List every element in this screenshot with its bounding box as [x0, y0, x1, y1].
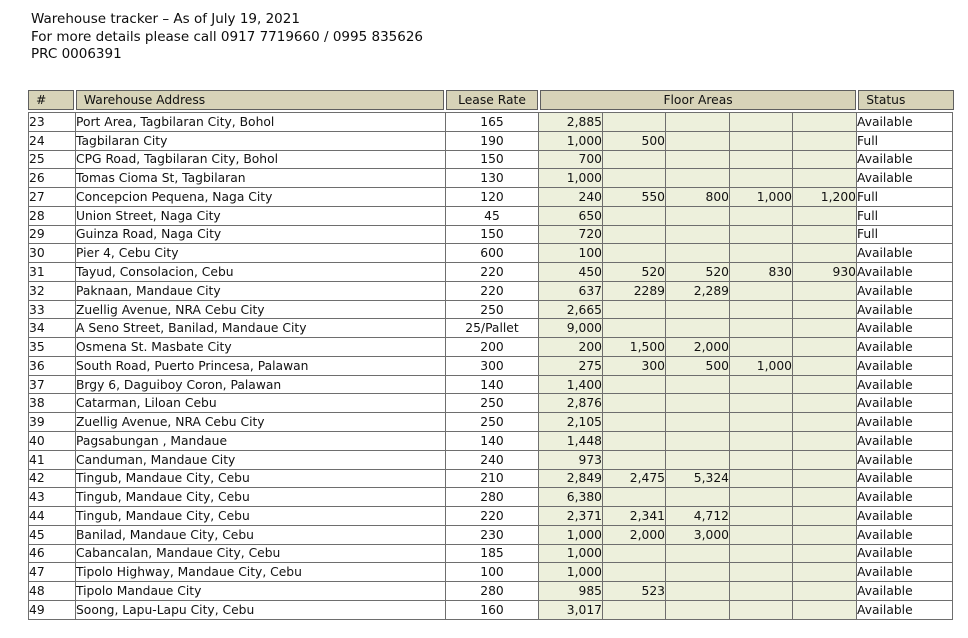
floor-area-cell [666, 169, 730, 188]
table-row [29, 525, 953, 544]
warehouse-address-cell: Catarman, Liloan Cebu [76, 394, 446, 413]
floor-area-cell: 2,000 [666, 338, 730, 357]
floor-area-cell [666, 244, 730, 263]
lease-rate-cell: 140 [446, 375, 539, 394]
warehouse-address-cell: Pier 4, Cebu City [76, 244, 446, 263]
floor-area-cell [730, 206, 793, 225]
floor-area-cell [793, 319, 857, 338]
table-row [29, 356, 953, 375]
table-row [29, 169, 953, 188]
status-cell: Available [857, 150, 953, 169]
floor-area-cell [603, 375, 666, 394]
floor-area-cell: 500 [666, 356, 730, 375]
table-row [29, 263, 953, 282]
floor-area-cell [603, 488, 666, 507]
warehouse-address-cell: A Seno Street, Banilad, Mandaue City [76, 319, 446, 338]
row-number-cell: 48 [29, 582, 76, 601]
floor-area-cell [603, 113, 666, 132]
document-header [31, 11, 423, 64]
row-number-cell: 41 [29, 450, 76, 469]
floor-area-cell [666, 131, 730, 150]
floor-area-cell [666, 488, 730, 507]
floor-area-cell [666, 563, 730, 582]
floor-area-cell: 2,885 [539, 113, 603, 132]
row-number-cell: 46 [29, 544, 76, 563]
floor-area-cell [603, 413, 666, 432]
row-number-cell: 29 [29, 225, 76, 244]
warehouse-address-cell: Soong, Lapu-Lapu City, Cebu [76, 600, 446, 619]
status-cell: Available [857, 394, 953, 413]
floor-area-cell: 2,105 [539, 413, 603, 432]
floor-area-cell [793, 488, 857, 507]
row-number-cell: 30 [29, 244, 76, 263]
floor-area-cell [730, 544, 793, 563]
floor-area-cell [730, 488, 793, 507]
status-cell: Available [857, 432, 953, 451]
floor-area-cell [603, 300, 666, 319]
floor-area-cell [666, 600, 730, 619]
table-row [29, 150, 953, 169]
floor-area-cell [603, 563, 666, 582]
row-number-cell: 25 [29, 150, 76, 169]
lease-rate-cell: 250 [446, 413, 539, 432]
warehouse-address-cell: Canduman, Mandaue City [76, 450, 446, 469]
contact-line: For more details please call 0917 7719660 / 0995 835626 [31, 28, 424, 45]
floor-area-cell: 550 [603, 188, 666, 207]
floor-area-cell [793, 394, 857, 413]
floor-area-cell [666, 113, 730, 132]
warehouse-address-cell: Tingub, Mandaue City, Cebu [76, 469, 446, 488]
status-cell: Available [857, 582, 953, 601]
floor-area-cell [793, 413, 857, 432]
floor-area-cell: 5,324 [666, 469, 730, 488]
floor-area-cell [730, 525, 793, 544]
row-number-cell: 31 [29, 263, 76, 282]
lease-rate-cell: 185 [446, 544, 539, 563]
warehouse-address-cell: CPG Road, Tagbilaran City, Bohol [76, 150, 446, 169]
floor-area-cell [603, 150, 666, 169]
warehouse-address-cell: Port Area, Tagbilaran City, Bohol [76, 113, 446, 132]
warehouse-address-cell: Pagsabungan , Mandaue [76, 432, 446, 451]
floor-area-cell [666, 450, 730, 469]
floor-area-cell [666, 150, 730, 169]
warehouse-address-cell: Cabancalan, Mandaue City, Cebu [76, 544, 446, 563]
lease-rate-cell: 130 [446, 169, 539, 188]
column-header-floor-areas: Floor Areas [540, 90, 856, 110]
floor-area-cell [666, 300, 730, 319]
floor-area-cell [666, 375, 730, 394]
floor-area-cell [793, 432, 857, 451]
row-number-cell: 35 [29, 338, 76, 357]
floor-area-cell [730, 150, 793, 169]
status-cell: Available [857, 600, 953, 619]
floor-area-cell [793, 300, 857, 319]
floor-area-cell: 985 [539, 582, 603, 601]
warehouse-address-cell: Union Street, Naga City [76, 206, 446, 225]
floor-area-cell: 1,200 [793, 188, 857, 207]
floor-area-cell: 700 [539, 150, 603, 169]
floor-area-cell: 973 [539, 450, 603, 469]
floor-area-cell [603, 206, 666, 225]
table-row [29, 563, 953, 582]
lease-rate-cell: 280 [446, 488, 539, 507]
floor-area-cell [793, 525, 857, 544]
floor-area-cell [603, 544, 666, 563]
column-header-status: Status [858, 90, 954, 110]
table-row [29, 600, 953, 619]
status-cell: Available [857, 507, 953, 526]
lease-rate-cell: 150 [446, 225, 539, 244]
warehouse-address-cell: Tagbilaran City [76, 131, 446, 150]
floor-area-cell: 300 [603, 356, 666, 375]
floor-area-cell: 2289 [603, 281, 666, 300]
status-cell: Available [857, 338, 953, 357]
lease-rate-cell: 120 [446, 188, 539, 207]
row-number-cell: 28 [29, 206, 76, 225]
table-row [29, 319, 953, 338]
document-title: Warehouse tracker – As of July 19, 2021 [31, 11, 300, 27]
warehouse-address-cell: Zuellig Avenue, NRA Cebu City [76, 300, 446, 319]
row-number-cell: 44 [29, 507, 76, 526]
floor-area-cell [793, 563, 857, 582]
warehouse-address-cell: Osmena St. Masbate City [76, 338, 446, 357]
floor-area-cell: 1,000 [539, 131, 603, 150]
floor-area-cell [666, 582, 730, 601]
status-cell: Available [857, 544, 953, 563]
lease-rate-cell: 100 [446, 563, 539, 582]
table-row [29, 225, 953, 244]
floor-area-cell: 200 [539, 338, 603, 357]
floor-area-cell [730, 507, 793, 526]
floor-area-cell: 523 [603, 582, 666, 601]
row-number-cell: 27 [29, 188, 76, 207]
floor-area-cell: 930 [793, 263, 857, 282]
floor-area-cell: 650 [539, 206, 603, 225]
row-number-cell: 49 [29, 600, 76, 619]
floor-area-cell: 3,000 [666, 525, 730, 544]
row-number-cell: 34 [29, 319, 76, 338]
floor-area-cell [730, 563, 793, 582]
status-cell: Available [857, 375, 953, 394]
status-cell: Available [857, 469, 953, 488]
warehouse-address-cell: Tipolo Highway, Mandaue City, Cebu [76, 563, 446, 582]
lease-rate-cell: 200 [446, 338, 539, 357]
floor-area-cell [666, 413, 730, 432]
floor-area-cell [730, 169, 793, 188]
floor-area-cell: 1,500 [603, 338, 666, 357]
floor-area-cell: 720 [539, 225, 603, 244]
floor-area-cell [666, 225, 730, 244]
warehouse-address-cell: Banilad, Mandaue City, Cebu [76, 525, 446, 544]
floor-area-cell: 4,712 [666, 507, 730, 526]
floor-area-cell [730, 450, 793, 469]
floor-area-cell: 520 [666, 263, 730, 282]
row-number-cell: 38 [29, 394, 76, 413]
row-number-cell: 37 [29, 375, 76, 394]
lease-rate-cell: 160 [446, 600, 539, 619]
row-number-cell: 36 [29, 356, 76, 375]
floor-area-cell: 2,371 [539, 507, 603, 526]
floor-area-cell: 2,341 [603, 507, 666, 526]
floor-area-cell [793, 450, 857, 469]
lease-rate-cell: 220 [446, 507, 539, 526]
floor-area-cell: 1,400 [539, 375, 603, 394]
floor-area-cell [666, 544, 730, 563]
prc-line: PRC 0006391 [31, 46, 122, 63]
table-row [29, 507, 953, 526]
warehouse-address-cell: Zuellig Avenue, NRA Cebu City [76, 413, 446, 432]
floor-area-cell: 240 [539, 188, 603, 207]
floor-area-cell [603, 450, 666, 469]
row-number-cell: 40 [29, 432, 76, 451]
floor-area-cell: 800 [666, 188, 730, 207]
floor-area-cell: 520 [603, 263, 666, 282]
table-body [28, 112, 953, 620]
floor-area-cell: 2,849 [539, 469, 603, 488]
status-cell: Available [857, 263, 953, 282]
lease-rate-cell: 210 [446, 469, 539, 488]
table-row [29, 469, 953, 488]
table-row [29, 582, 953, 601]
floor-area-cell: 450 [539, 263, 603, 282]
floor-area-cell [603, 600, 666, 619]
table-row [29, 244, 953, 263]
floor-area-cell [603, 394, 666, 413]
floor-area-cell [793, 281, 857, 300]
floor-area-cell: 3,017 [539, 600, 603, 619]
warehouse-address-cell: South Road, Puerto Princesa, Palawan [76, 356, 446, 375]
floor-area-cell [793, 375, 857, 394]
table-row [29, 394, 953, 413]
status-cell: Full [857, 188, 953, 207]
row-number-cell: 23 [29, 113, 76, 132]
warehouse-address-cell: Paknaan, Mandaue City [76, 281, 446, 300]
warehouse-table [28, 90, 954, 620]
floor-area-cell [793, 338, 857, 357]
lease-rate-cell: 240 [446, 450, 539, 469]
floor-area-cell: 2,876 [539, 394, 603, 413]
table-row [29, 488, 953, 507]
floor-area-cell [666, 432, 730, 451]
floor-area-cell: 2,665 [539, 300, 603, 319]
floor-area-cell [730, 375, 793, 394]
row-number-cell: 43 [29, 488, 76, 507]
lease-rate-cell: 300 [446, 356, 539, 375]
floor-area-cell: 2,289 [666, 281, 730, 300]
floor-area-cell [730, 244, 793, 263]
floor-area-cell [603, 432, 666, 451]
floor-area-cell [793, 582, 857, 601]
table-row [29, 338, 953, 357]
table-header-row [28, 90, 954, 110]
table-row [29, 413, 953, 432]
table-row [29, 206, 953, 225]
floor-area-cell: 1,000 [730, 188, 793, 207]
floor-area-cell [793, 169, 857, 188]
floor-area-cell [793, 113, 857, 132]
floor-area-cell: 1,000 [539, 169, 603, 188]
lease-rate-cell: 190 [446, 131, 539, 150]
row-number-cell: 26 [29, 169, 76, 188]
table-row [29, 544, 953, 563]
status-cell: Full [857, 131, 953, 150]
floor-area-cell: 6,380 [539, 488, 603, 507]
floor-area-cell [793, 131, 857, 150]
floor-area-cell [730, 600, 793, 619]
warehouse-address-cell: Guinza Road, Naga City [76, 225, 446, 244]
table-row [29, 375, 953, 394]
table-row [29, 450, 953, 469]
status-cell: Available [857, 300, 953, 319]
status-cell: Full [857, 225, 953, 244]
row-number-cell: 24 [29, 131, 76, 150]
lease-rate-cell: 250 [446, 394, 539, 413]
status-cell: Available [857, 113, 953, 132]
lease-rate-cell: 600 [446, 244, 539, 263]
floor-area-cell [730, 281, 793, 300]
floor-area-cell [793, 544, 857, 563]
floor-area-cell: 1,000 [730, 356, 793, 375]
floor-area-cell: 830 [730, 263, 793, 282]
row-number-cell: 32 [29, 281, 76, 300]
floor-area-cell [730, 131, 793, 150]
floor-area-cell [730, 394, 793, 413]
floor-area-cell [603, 225, 666, 244]
status-cell: Available [857, 244, 953, 263]
status-cell: Available [857, 319, 953, 338]
floor-area-cell: 500 [603, 131, 666, 150]
floor-area-cell [793, 206, 857, 225]
floor-area-cell: 275 [539, 356, 603, 375]
lease-rate-cell: 150 [446, 150, 539, 169]
status-cell: Available [857, 450, 953, 469]
row-number-cell: 47 [29, 563, 76, 582]
lease-rate-cell: 220 [446, 281, 539, 300]
floor-area-cell: 637 [539, 281, 603, 300]
warehouse-address-cell: Brgy 6, Daguiboy Coron, Palawan [76, 375, 446, 394]
status-cell: Available [857, 413, 953, 432]
status-cell: Available [857, 281, 953, 300]
floor-area-cell: 1,000 [539, 563, 603, 582]
row-number-cell: 33 [29, 300, 76, 319]
floor-area-cell: 9,000 [539, 319, 603, 338]
floor-area-cell [730, 225, 793, 244]
row-number-cell: 39 [29, 413, 76, 432]
table-row [29, 281, 953, 300]
floor-area-cell: 1,448 [539, 432, 603, 451]
floor-area-cell [793, 469, 857, 488]
floor-area-cell: 1,000 [539, 525, 603, 544]
row-number-cell: 42 [29, 469, 76, 488]
floor-area-cell [666, 206, 730, 225]
warehouse-address-cell: Tipolo Mandaue City [76, 582, 446, 601]
status-cell: Available [857, 488, 953, 507]
lease-rate-cell: 250 [446, 300, 539, 319]
row-number-cell: 45 [29, 525, 76, 544]
status-cell: Available [857, 563, 953, 582]
floor-area-cell: 100 [539, 244, 603, 263]
table-row [29, 300, 953, 319]
status-cell: Available [857, 525, 953, 544]
column-header-warehouse-address: Warehouse Address [76, 90, 444, 110]
floor-area-cell [730, 582, 793, 601]
warehouse-address-cell: Tayud, Consolacion, Cebu [76, 263, 446, 282]
floor-area-cell [793, 244, 857, 263]
warehouse-address-cell: Tomas Cioma St, Tagbilaran [76, 169, 446, 188]
lease-rate-cell: 140 [446, 432, 539, 451]
warehouse-address-cell: Concepcion Pequena, Naga City [76, 188, 446, 207]
floor-area-cell [730, 469, 793, 488]
floor-area-cell [793, 225, 857, 244]
lease-rate-cell: 165 [446, 113, 539, 132]
floor-area-cell [793, 507, 857, 526]
warehouse-address-cell: Tingub, Mandaue City, Cebu [76, 488, 446, 507]
floor-area-cell [603, 169, 666, 188]
floor-area-cell [730, 300, 793, 319]
status-cell: Full [857, 206, 953, 225]
table-row [29, 188, 953, 207]
status-cell: Available [857, 169, 953, 188]
floor-area-cell: 1,000 [539, 544, 603, 563]
floor-area-cell [730, 338, 793, 357]
floor-area-cell [730, 113, 793, 132]
floor-area-cell [666, 319, 730, 338]
table-row [29, 113, 953, 132]
floor-area-cell: 2,000 [603, 525, 666, 544]
table-row [29, 131, 953, 150]
floor-area-cell [666, 394, 730, 413]
floor-area-cell [730, 432, 793, 451]
lease-rate-cell: 25/Pallet [446, 319, 539, 338]
status-cell: Available [857, 356, 953, 375]
floor-area-cell [603, 319, 666, 338]
lease-rate-cell: 280 [446, 582, 539, 601]
floor-area-cell [793, 150, 857, 169]
column-header-lease-rate: Lease Rate [446, 90, 538, 110]
floor-area-cell [603, 244, 666, 263]
column-header-number: # [28, 90, 74, 110]
floor-area-cell: 2,475 [603, 469, 666, 488]
warehouse-address-cell: Tingub, Mandaue City, Cebu [76, 507, 446, 526]
table-row [29, 432, 953, 451]
floor-area-cell [793, 600, 857, 619]
floor-area-cell [793, 356, 857, 375]
floor-area-cell [730, 413, 793, 432]
lease-rate-cell: 45 [446, 206, 539, 225]
floor-area-cell [730, 319, 793, 338]
lease-rate-cell: 230 [446, 525, 539, 544]
lease-rate-cell: 220 [446, 263, 539, 282]
